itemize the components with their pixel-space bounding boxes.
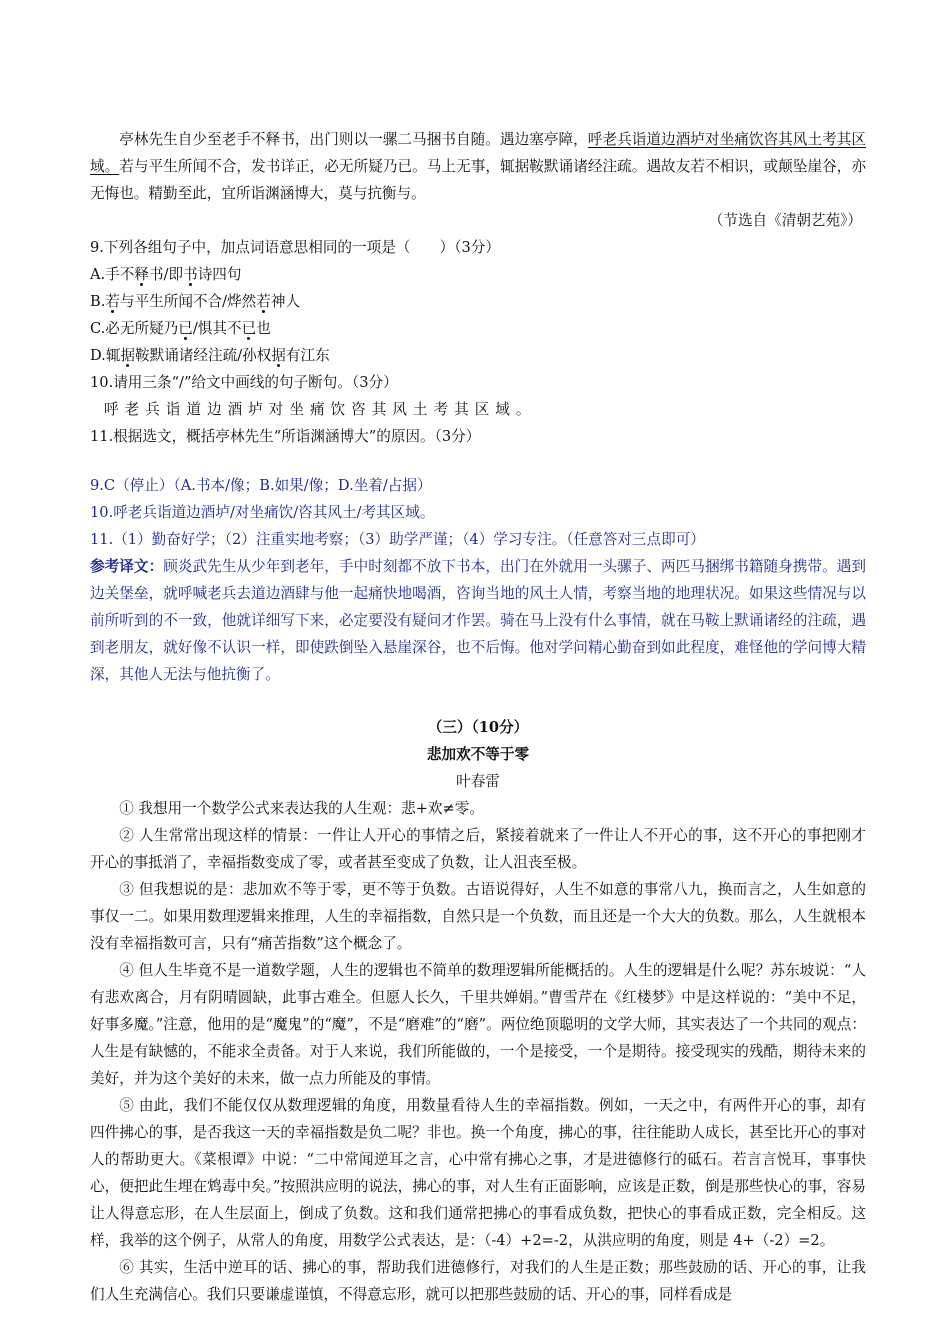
document-page <box>90 126 866 1308</box>
article-paragraph: ① 我想用一个数学公式来表达我的人生观：悲+欢≠零。 <box>119 800 484 817</box>
classical-passage <box>90 126 866 207</box>
question-11: 11.根据选文，概括亭林先生“所诣渊涵博大”的原因。（3分） <box>90 428 481 445</box>
article-paragraph: ⑤ 由此，我们不能仅仅从数理逻辑的角度，用数量看待人生的幸福指数。例如，一天之中，有两件开心的事，却有四件拂心的事，是否我这一天的幸福指数是负二呢？非也。换一个角度，拂心的事，往往能助人成长，甚至比开心的事对人的帮助更大。《菜根谭》中说：“二中常闻逆耳之言，心中常有拂心之事，才是进德修行的砥石。若言言悦耳，事事快心，便把此生埋在鸩毒中矣。”按照洪应明的说法，拂心的事，对人生有正面影响，应该是正数，倒是那些快心的事，容易让人得意忘形，在人生层面上，倒成了负数。这和我们通常把拂心的事看成负数，把快心的事看成正数，完全相反。这样，我举的这个例子，从常人的角度，用数学公式表达，是：（-4）+2=-2，从洪应明的角度，则是 4+（-2）=2。 <box>90 1097 866 1249</box>
dotted-word: 据 <box>271 347 286 364</box>
dotted-word: 若 <box>105 293 120 310</box>
reference-translation <box>90 553 866 688</box>
dotted-word: 释 <box>134 266 149 283</box>
article-title: 悲加欢不等于零 <box>426 746 530 763</box>
passage-text-2: 若与平生所闻不合，发书详正，必无所疑乃已。马上无事，辄据鞍默诵诸经注疏。遇故友若不相识，或颠坠崖谷，亦无悔也。精勤至此，宜所诣渊涵博大，莫与抗衡与。 <box>90 158 866 202</box>
passage-source: （节选自《清朝艺苑》） <box>708 212 862 229</box>
answer-11: 11.（1）勤奋好学；（2）注重实地考察；（3）助学严谨；（4）学习专注。（任意答对三点即可） <box>90 531 705 548</box>
passage-text-1: 亭林先生自少至老手不释书，出门则以一骡二马捆书自随。遇边塞亭障， <box>119 131 588 148</box>
answer-10: 10.呼老兵诣道边酒垆/对坐痛饮/咨其风土/考其区域。 <box>90 504 435 521</box>
question-9-option-b: B.若与平生所闻不合/烨然若神人 <box>90 293 301 310</box>
article-paragraph: ⑥ 其实，生活中逆耳的话、拂心的事，帮助我们进德修行，对我们的人生是正数；那些鼓励的话、开心的事，让我们人生充满信心。我们只要谦虚谨慎，不得意忘形，就可以把那些鼓励的话、开心的事，同样看成是 <box>90 1259 866 1303</box>
question-9-option-c: C.必无所疑乃已/惧其不已也 <box>90 320 271 337</box>
answer-key <box>90 472 866 688</box>
article-paragraph: ③ 但我想说的是：悲加欢不等于零，更不等于负数。古语说得好，人生不如意的事常八九，换而言之，人生如意的事仅一二。如果用数理逻辑来推理，人生的幸福指数，自然只是一个负数，而且还是一个大大的负数。那么，人生就根本没有幸福指数可言，只有“痛苦指数”这个概念了。 <box>90 881 866 952</box>
dotted-word: 已 <box>241 320 257 337</box>
translation-text: 顾炎武先生从少年到老年，手中时刻都不放下书本，出门在外就用一头骡子、两匹马捆绑书籍随身携带。遇到边关堡垒，就呼喊老兵去道边酒肆与他一起痛快地喝酒，咨询当地的风土人情，考察当地的地理状况。如果这些情况与以前所听到的不一致，他就详细写下来，必定要没有疑问才作罢。骑在马上没有什么事情，就在马鞍上默诵诸经的注疏，遇到老朋友，就好像不认识一样，即使跌倒坠入悬崖深谷，也不后悔。他对学问精心勤奋到如此程度，难怪他的学问博大精深，其他人无法与他抗衡了。 <box>90 558 866 683</box>
underlined-sentence: 呼老兵诣道边酒垆对坐痛饮咨其风土考其区域。 <box>90 131 866 175</box>
question-9: 9.下列各组句子中，加点词语意思相同的一项是（ ）（3分） <box>90 239 500 256</box>
answer-9: 9.C（停止）（A.书本/像；B.如果/像；D.坐着/占据） <box>90 477 432 494</box>
question-9-option-d: D.辄据鞍默诵诸经注疏/孙权据有江东 <box>90 347 330 364</box>
article-author: 叶春雷 <box>456 773 500 790</box>
article-paragraph: ④ 但人生毕竟不是一道数学题，人生的逻辑也不简单的数理逻辑所能概括的。人生的逻辑是什么呢？苏东坡说：“人有悲欢离合，月有阴晴圆缺，此事古难全。但愿人长久，千里共婵娟。”曹雪芹在《红楼梦》中是这样说的：“美中不足，好事多魔。”注意，他用的是“魔鬼”的“魔”，不是“磨难”的“磨”。两位绝顶聪明的文学大师，其实表达了一个共同的观点：人生是有缺憾的，不能求全责备。对于人来说，我们所能做的，一个是接受，一个是期待。接受现实的残酷，期待未来的美好，并为这个美好的未来，做一点力所能及的事情。 <box>90 962 866 1087</box>
dotted-word: 已 <box>178 320 193 337</box>
section-heading: （三）（10分） <box>427 719 529 736</box>
article-paragraph: ② 人生常常出现这样的情景：一件让人开心的事情之后，紧接着就来了一件让人不开心的事，这不开心的事把刚才开心的事抵消了，幸福指数变成了零，或者甚至变成了负数，让人沮丧至极。 <box>90 827 866 871</box>
dotted-word: 若 <box>256 293 271 310</box>
question-10-sentence: 呼老兵诣道边酒垆对坐痛饮咨其风土考其区域。 <box>104 401 537 418</box>
question-10: 10.请用三条“/”给文中画线的句子断句。（3分） <box>90 374 398 391</box>
translation-label: 参考译文： <box>90 558 164 575</box>
dotted-word: 书 <box>183 266 198 283</box>
dotted-word: 据 <box>120 347 136 364</box>
question-9-option-a: A.手不释书/即书诗四句 <box>90 266 242 283</box>
